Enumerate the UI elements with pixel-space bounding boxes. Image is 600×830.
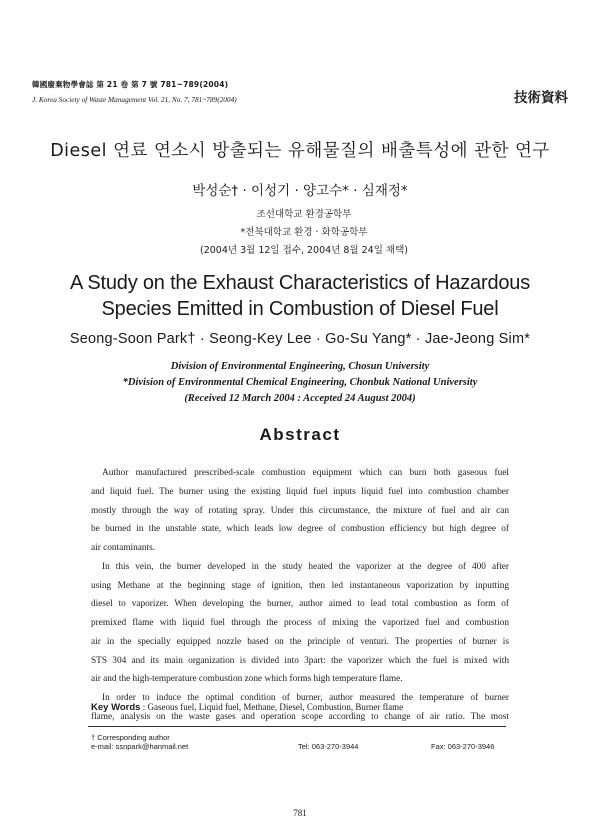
footnote-email: e-mail: ssnpark@hanmail.net	[91, 742, 189, 751]
abstract-heading: Abstract	[259, 425, 341, 444]
abstract-body	[91, 464, 509, 727]
footnote-contact	[91, 742, 509, 751]
abstract-paragraph-2	[91, 558, 509, 689]
keywords-text: : Gaseous fuel, Liquid fuel, Methane, Diesel, Combustion, Burner flame	[142, 702, 404, 712]
affiliation-korean-1: 조선대학교 환경공학부	[256, 209, 352, 220]
received-date-korean: (2004년 3월 12일 접수, 2004년 8월 24일 채택)	[200, 245, 408, 256]
abstract-line: and liquid fuel. The burner using the existing liquid fuel inputs liquid fuel into combustion chamber	[91, 486, 509, 497]
abstract-line: premixed flame with liquid fuel through the process of mixing the vaporized fuel and combustion	[91, 618, 509, 628]
footnote-fax: Fax: 063-270-3946	[431, 742, 495, 751]
footnote-tel: Tel: 063-270-3944	[298, 742, 359, 751]
title-english-line-1: A Study on the Exhaust Characteristics of Hazardous	[69, 272, 531, 294]
affiliation-english-1: Division of Environmental Engineering, Chosun University	[170, 361, 430, 372]
received-date-english: (Received 12 March 2004 : Accepted 24 August 2004)	[184, 393, 416, 404]
title-english-line-2: Species Emitted in Combustion of Diesel Fuel	[101, 298, 499, 320]
affiliation-english-2: *Division of Environmental Chemical Engineering, Chonbuk National University	[122, 377, 478, 388]
journal-header-korean: 韓國廢棄物學會誌 第 21 卷 第 7 號 781~789(2004)	[32, 80, 229, 89]
authors-korean: 박성순† · 이성기 · 양고수* · 심재정*	[192, 183, 408, 199]
abstract-line: Author manufactured prescribed-scale combustion equipment which can burn both gaseous fuel	[102, 468, 509, 478]
abstract-line: using Methane at the beginning stage of ignition, then led instantaneous vaporization by inputting	[91, 580, 509, 591]
section-tag: 技術資料	[514, 90, 568, 106]
abstract-line: flame, analysis on the waste gases and operation scope according to change of air ratio. The most	[91, 711, 509, 722]
abstract-line: be burned in the unstable state, which leads low degree of combustion efficiency but high degree of	[91, 524, 509, 535]
abstract-line: In order to induce the optimal condition of burner, author measured the temperature of burner	[102, 693, 509, 703]
abstract-line: air and the high-temperature combustion zone which forms high temperature flame.	[91, 674, 403, 685]
abstract-line: diesel to vaporizer. When developing the burner, author aimed to lead total combustion as form of	[91, 599, 509, 610]
keywords	[91, 702, 403, 713]
journal-header-english: J. Korea Society of Waste Management Vol. 21, No. 7, 781~789(2004)	[32, 95, 237, 104]
footnote-corresponding: † Corresponding author	[91, 733, 170, 742]
abstract-line: air in the specially equipped nozzle based on the principle of venturi. The properties of burner is	[91, 636, 509, 647]
abstract-line: mostly through the way of rotating spray. Under this circumstance, the mixture of fuel and air can	[91, 505, 509, 516]
abstract-line: STS 304 and its main organization is divided into 3part: the vaporizer which the fuel is mixed with	[91, 655, 509, 666]
abstract-line: air contaminants.	[91, 543, 156, 553]
page-number: 781	[293, 808, 307, 818]
keywords-label: Key Words	[91, 702, 141, 713]
title-korean: Diesel 연료 연소시 방출되는 유해물질의 배출특성에 관한 연구	[50, 141, 550, 161]
affiliation-korean-2: *전북대학교 환경 · 화학공학부	[240, 227, 368, 238]
authors-english: Seong-Soon Park† · Seong-Key Lee · Go-Su Yang* · Jae-Jeong Sim*	[69, 331, 531, 347]
abstract-line: In this vein, the burner developed in the study heated the vaporizer at the degree of 400 after	[102, 561, 509, 572]
abstract-paragraph-1	[91, 464, 509, 558]
footnote-divider	[88, 726, 506, 727]
